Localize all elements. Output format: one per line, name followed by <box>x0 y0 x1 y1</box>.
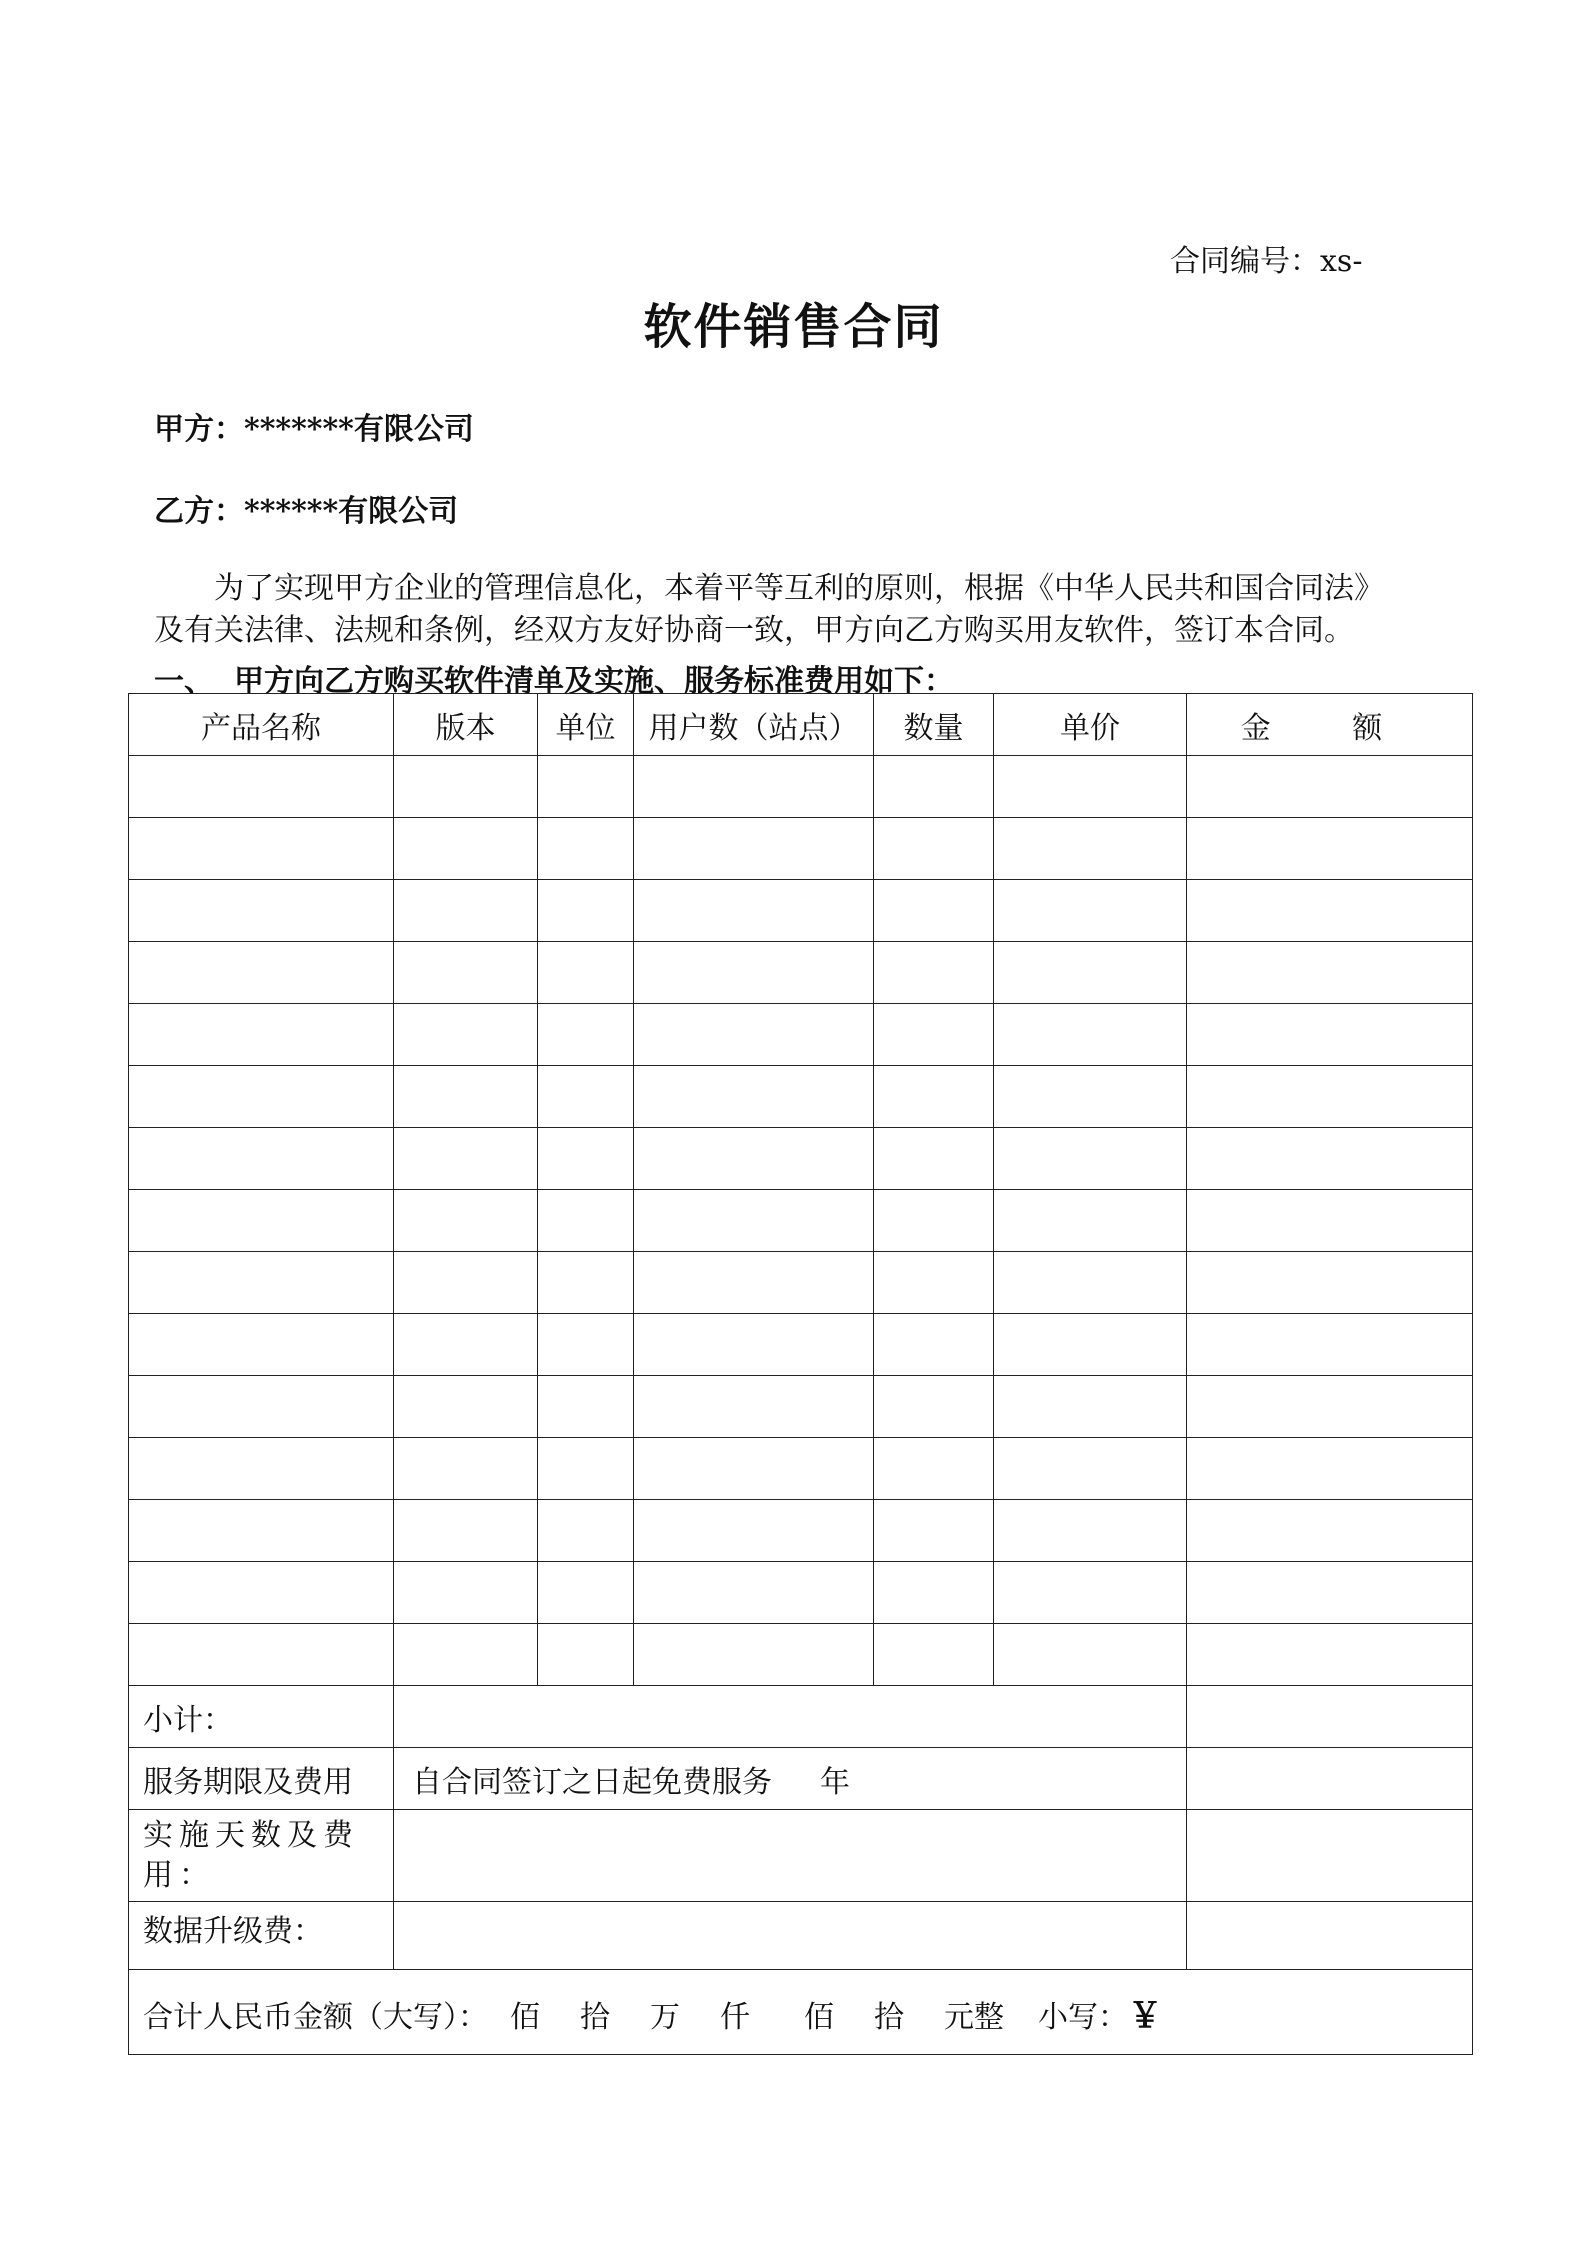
product-name-cell[interactable] <box>129 880 394 942</box>
table-row <box>129 1624 1473 1686</box>
product-name-cell[interactable] <box>129 1128 394 1190</box>
quantity-cell[interactable] <box>874 1128 994 1190</box>
table-row <box>129 942 1473 1004</box>
user-count-cell[interactable] <box>634 942 874 1004</box>
header-unit: 单位 <box>538 694 634 756</box>
intro-paragraph <box>154 568 1454 652</box>
user-count-cell[interactable] <box>634 880 874 942</box>
unit-price-cell[interactable] <box>994 1562 1187 1624</box>
product-name-cell[interactable] <box>129 1004 394 1066</box>
total-small-label: 小写： <box>1038 1999 1128 2035</box>
service-terms-text: 自合同签订之日起免费服务 <box>412 1764 772 1800</box>
table-row <box>129 1500 1473 1562</box>
header-amount-text: 金 额 <box>1240 710 1419 746</box>
version-cell[interactable] <box>394 1190 538 1252</box>
subtotal-value-cell[interactable] <box>394 1686 1187 1748</box>
unit-price-cell[interactable] <box>994 1252 1187 1314</box>
user-count-cell[interactable] <box>634 1128 874 1190</box>
quantity-cell[interactable] <box>874 1066 994 1128</box>
service-year-label: 年 <box>820 1764 850 1800</box>
quantity-cell[interactable] <box>874 1190 994 1252</box>
amount-cell[interactable] <box>1187 818 1473 880</box>
amount-cell[interactable] <box>1187 1252 1473 1314</box>
unit-cell[interactable] <box>538 818 634 880</box>
quantity-cell[interactable] <box>874 756 994 818</box>
total-unit-hundred-million: 佰 <box>510 1999 540 2035</box>
table-row <box>129 1190 1473 1252</box>
header-amount <box>1187 694 1473 756</box>
quantity-cell[interactable] <box>874 1252 994 1314</box>
version-cell[interactable] <box>394 1066 538 1128</box>
unit-cell[interactable] <box>538 1128 634 1190</box>
version-cell[interactable] <box>394 1004 538 1066</box>
unit-cell[interactable] <box>538 756 634 818</box>
total-unit-ten: 拾 <box>874 1999 904 2035</box>
product-name-cell[interactable] <box>129 1376 394 1438</box>
unit-price-cell[interactable] <box>994 818 1187 880</box>
service-label: 服务期限及费用 <box>129 1748 394 1810</box>
unit-cell[interactable] <box>538 1438 634 1500</box>
quantity-cell[interactable] <box>874 1314 994 1376</box>
amount-cell[interactable] <box>1187 1314 1473 1376</box>
quantity-cell[interactable] <box>874 942 994 1004</box>
intro-line-1: 为了实现甲方企业的管理信息化，本着平等互利的原则，根据《中华人民共和国合同法》 <box>214 571 1384 606</box>
product-name-cell[interactable] <box>129 1624 394 1686</box>
table-row <box>129 818 1473 880</box>
table-row <box>129 1252 1473 1314</box>
product-name-cell[interactable] <box>129 818 394 880</box>
amount-cell[interactable] <box>1187 1190 1473 1252</box>
quantity-cell[interactable] <box>874 1500 994 1562</box>
total-unit-hundred: 佰 <box>804 1999 834 2035</box>
amount-cell[interactable] <box>1187 1438 1473 1500</box>
header-user-count: 用户数（站点） <box>634 694 874 756</box>
table-row <box>129 880 1473 942</box>
party-b: 乙方：******有限公司 <box>154 494 459 529</box>
version-cell[interactable] <box>394 1562 538 1624</box>
subtotal-label: 小计： <box>129 1686 394 1748</box>
user-count-cell[interactable] <box>634 1066 874 1128</box>
amount-cell[interactable] <box>1187 880 1473 942</box>
unit-cell[interactable] <box>538 1376 634 1438</box>
implementation-label: 实施天数及费用： <box>129 1810 394 1902</box>
implementation-row <box>129 1810 1473 1902</box>
product-name-cell[interactable] <box>129 1500 394 1562</box>
unit-price-cell[interactable] <box>994 1128 1187 1190</box>
quantity-cell[interactable] <box>874 818 994 880</box>
amount-cell[interactable] <box>1187 1376 1473 1438</box>
contract-number: 合同编号：xs- <box>1170 244 1363 279</box>
purchase-table <box>128 693 1473 2055</box>
unit-price-cell[interactable] <box>994 880 1187 942</box>
amount-cell[interactable] <box>1187 1128 1473 1190</box>
service-amount-cell[interactable] <box>1187 1748 1473 1810</box>
amount-cell[interactable] <box>1187 1066 1473 1128</box>
upgrade-amount-cell[interactable] <box>1187 1902 1473 1970</box>
subtotal-amount-cell[interactable] <box>1187 1686 1473 1748</box>
user-count-cell[interactable] <box>634 1438 874 1500</box>
unit-price-cell[interactable] <box>994 1376 1187 1438</box>
total-unit-ten-thousand: 万 <box>650 1999 680 2035</box>
document-title: 软件销售合同 <box>643 299 944 355</box>
unit-price-cell[interactable] <box>994 1314 1187 1376</box>
unit-price-cell[interactable] <box>994 1004 1187 1066</box>
version-cell[interactable] <box>394 880 538 942</box>
unit-cell[interactable] <box>538 1314 634 1376</box>
product-name-cell[interactable] <box>129 1314 394 1376</box>
table-row <box>129 1128 1473 1190</box>
unit-price-cell[interactable] <box>994 1624 1187 1686</box>
unit-cell[interactable] <box>538 1004 634 1066</box>
user-count-cell[interactable] <box>634 1252 874 1314</box>
unit-price-cell[interactable] <box>994 1190 1187 1252</box>
unit-price-cell[interactable] <box>994 1066 1187 1128</box>
intro-line-2: 及有关法律、法规和条例，经双方友好协商一致，甲方向乙方购买用友软件，签订本合同。 <box>154 613 1354 648</box>
total-unit-thousand: 仟 <box>720 1999 750 2035</box>
user-count-cell[interactable] <box>634 1624 874 1686</box>
table-header-row <box>129 694 1473 756</box>
upgrade-row <box>129 1902 1473 1970</box>
product-name-cell[interactable] <box>129 756 394 818</box>
unit-cell[interactable] <box>538 880 634 942</box>
implementation-amount-cell[interactable] <box>1187 1810 1473 1902</box>
version-cell[interactable] <box>394 942 538 1004</box>
user-count-cell[interactable] <box>634 1376 874 1438</box>
unit-price-cell[interactable] <box>994 756 1187 818</box>
product-name-cell[interactable] <box>129 1438 394 1500</box>
user-count-cell[interactable] <box>634 1314 874 1376</box>
amount-cell[interactable] <box>1187 1624 1473 1686</box>
product-name-cell[interactable] <box>129 942 394 1004</box>
version-cell[interactable] <box>394 1314 538 1376</box>
unit-cell[interactable] <box>538 942 634 1004</box>
service-row <box>129 1748 1473 1810</box>
table-row <box>129 1066 1473 1128</box>
product-name-cell[interactable] <box>129 1066 394 1128</box>
unit-price-cell[interactable] <box>994 942 1187 1004</box>
header-quantity: 数量 <box>874 694 994 756</box>
header-product-name: 产品名称 <box>129 694 394 756</box>
unit-price-cell[interactable] <box>994 1500 1187 1562</box>
product-name-cell[interactable] <box>129 1252 394 1314</box>
total-unit-yuan: 元整 <box>944 1999 1004 2035</box>
table-row <box>129 1376 1473 1438</box>
quantity-cell[interactable] <box>874 880 994 942</box>
total-unit-ten-million: 拾 <box>580 1999 610 2035</box>
table-row <box>129 756 1473 818</box>
user-count-cell[interactable] <box>634 1190 874 1252</box>
unit-cell[interactable] <box>538 1066 634 1128</box>
product-name-cell[interactable] <box>129 1562 394 1624</box>
table-row <box>129 1314 1473 1376</box>
user-count-cell[interactable] <box>634 756 874 818</box>
amount-cell[interactable] <box>1187 1562 1473 1624</box>
user-count-cell[interactable] <box>634 818 874 880</box>
quantity-cell[interactable] <box>874 1624 994 1686</box>
unit-cell[interactable] <box>538 1624 634 1686</box>
version-cell[interactable] <box>394 1252 538 1314</box>
quantity-cell[interactable] <box>874 1438 994 1500</box>
section-1-number: 一、 <box>154 664 214 699</box>
user-count-cell[interactable] <box>634 1500 874 1562</box>
upgrade-value-cell[interactable] <box>394 1902 1187 1970</box>
table-row <box>129 1004 1473 1066</box>
header-version: 版本 <box>394 694 538 756</box>
unit-cell[interactable] <box>538 1562 634 1624</box>
unit-price-cell[interactable] <box>994 1438 1187 1500</box>
yen-symbol: ￥ <box>1128 1995 1162 2036</box>
table-row <box>129 1438 1473 1500</box>
upgrade-label: 数据升级费： <box>129 1902 394 1970</box>
total-cell <box>129 1970 1473 2055</box>
subtotal-row <box>129 1686 1473 1748</box>
section-1-text: 甲方向乙方购买软件清单及实施、服务标准费用如下： <box>234 664 954 699</box>
version-cell[interactable] <box>394 1624 538 1686</box>
quantity-cell[interactable] <box>874 1562 994 1624</box>
version-cell[interactable] <box>394 756 538 818</box>
user-count-cell[interactable] <box>634 1004 874 1066</box>
service-terms-cell[interactable] <box>394 1748 1187 1810</box>
table-row <box>129 1562 1473 1624</box>
quantity-cell[interactable] <box>874 1004 994 1066</box>
version-cell[interactable] <box>394 1128 538 1190</box>
version-cell[interactable] <box>394 1500 538 1562</box>
header-unit-price: 单价 <box>994 694 1187 756</box>
amount-cell[interactable] <box>1187 1004 1473 1066</box>
version-cell[interactable] <box>394 818 538 880</box>
version-cell[interactable] <box>394 1438 538 1500</box>
version-cell[interactable] <box>394 1376 538 1438</box>
amount-cell[interactable] <box>1187 942 1473 1004</box>
user-count-cell[interactable] <box>634 1562 874 1624</box>
party-a: 甲方：*******有限公司 <box>154 412 474 447</box>
product-name-cell[interactable] <box>129 1190 394 1252</box>
amount-cell[interactable] <box>1187 1500 1473 1562</box>
unit-cell[interactable] <box>538 1190 634 1252</box>
total-label: 合计人民币金额（大写）： <box>143 1999 488 2035</box>
total-row <box>129 1970 1473 2055</box>
quantity-cell[interactable] <box>874 1376 994 1438</box>
unit-cell[interactable] <box>538 1252 634 1314</box>
amount-cell[interactable] <box>1187 756 1473 818</box>
unit-cell[interactable] <box>538 1500 634 1562</box>
implementation-value-cell[interactable] <box>394 1810 1187 1902</box>
